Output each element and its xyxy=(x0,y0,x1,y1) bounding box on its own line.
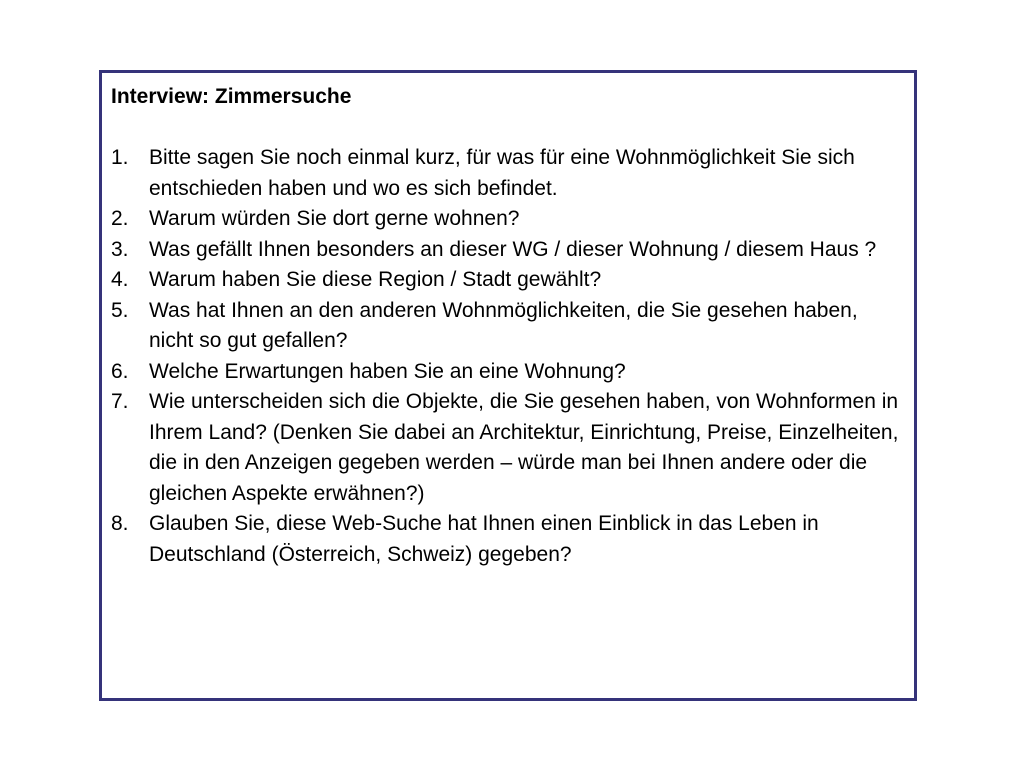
list-item xyxy=(111,357,901,388)
list-item xyxy=(111,509,901,570)
question-text: Was hat Ihnen an den anderen Wohnmöglichkeiten, die Sie gesehen haben, nicht so gut gefallen? xyxy=(149,298,858,352)
question-list xyxy=(111,143,901,570)
question-text: Warum würden Sie dort gerne wohnen? xyxy=(149,207,520,230)
question-number: 3. xyxy=(111,237,129,261)
question-text: Wie unterscheiden sich die Objekte, die Sie gesehen haben, von Wohnformen in Ihrem Land? (Denken Sie dabei an Architektur, Einrichtung, Preise, Einzelheiten, die in den Anzeigen gegeben werden – würde man bei Ihnen andere oder die gleichen Aspekte erwähnen?) xyxy=(149,390,899,505)
list-item xyxy=(111,204,901,235)
question-number: 7. xyxy=(111,390,129,413)
question-number: 2. xyxy=(111,207,129,230)
question-number: 6. xyxy=(111,359,129,383)
list-item xyxy=(111,296,901,357)
list-item xyxy=(111,143,901,204)
question-number: 1. xyxy=(111,146,129,169)
list-item xyxy=(111,265,901,296)
question-number: 4. xyxy=(111,268,129,291)
question-text: Was gefällt Ihnen besonders an dieser WG / dieser Wohnung / diesem Haus ? xyxy=(149,237,877,261)
list-item xyxy=(111,235,901,266)
question-text: Welche Erwartungen haben Sie an eine Wohnung? xyxy=(149,359,626,383)
question-text: Glauben Sie, diese Web-Suche hat Ihnen einen Einblick in das Leben in Deutschland (Österreich, Schweiz) gegeben? xyxy=(149,512,819,566)
question-text: Warum haben Sie diese Region / Stadt gewählt? xyxy=(149,268,602,291)
list-item xyxy=(111,387,901,509)
document-title: Interview: Zimmersuche xyxy=(111,85,352,108)
question-number: 8. xyxy=(111,512,129,535)
question-text: Bitte sagen Sie noch einmal kurz, für was für eine Wohnmöglichkeit Sie sich entschieden haben und wo es sich befindet. xyxy=(149,146,855,200)
question-number: 5. xyxy=(111,298,129,322)
